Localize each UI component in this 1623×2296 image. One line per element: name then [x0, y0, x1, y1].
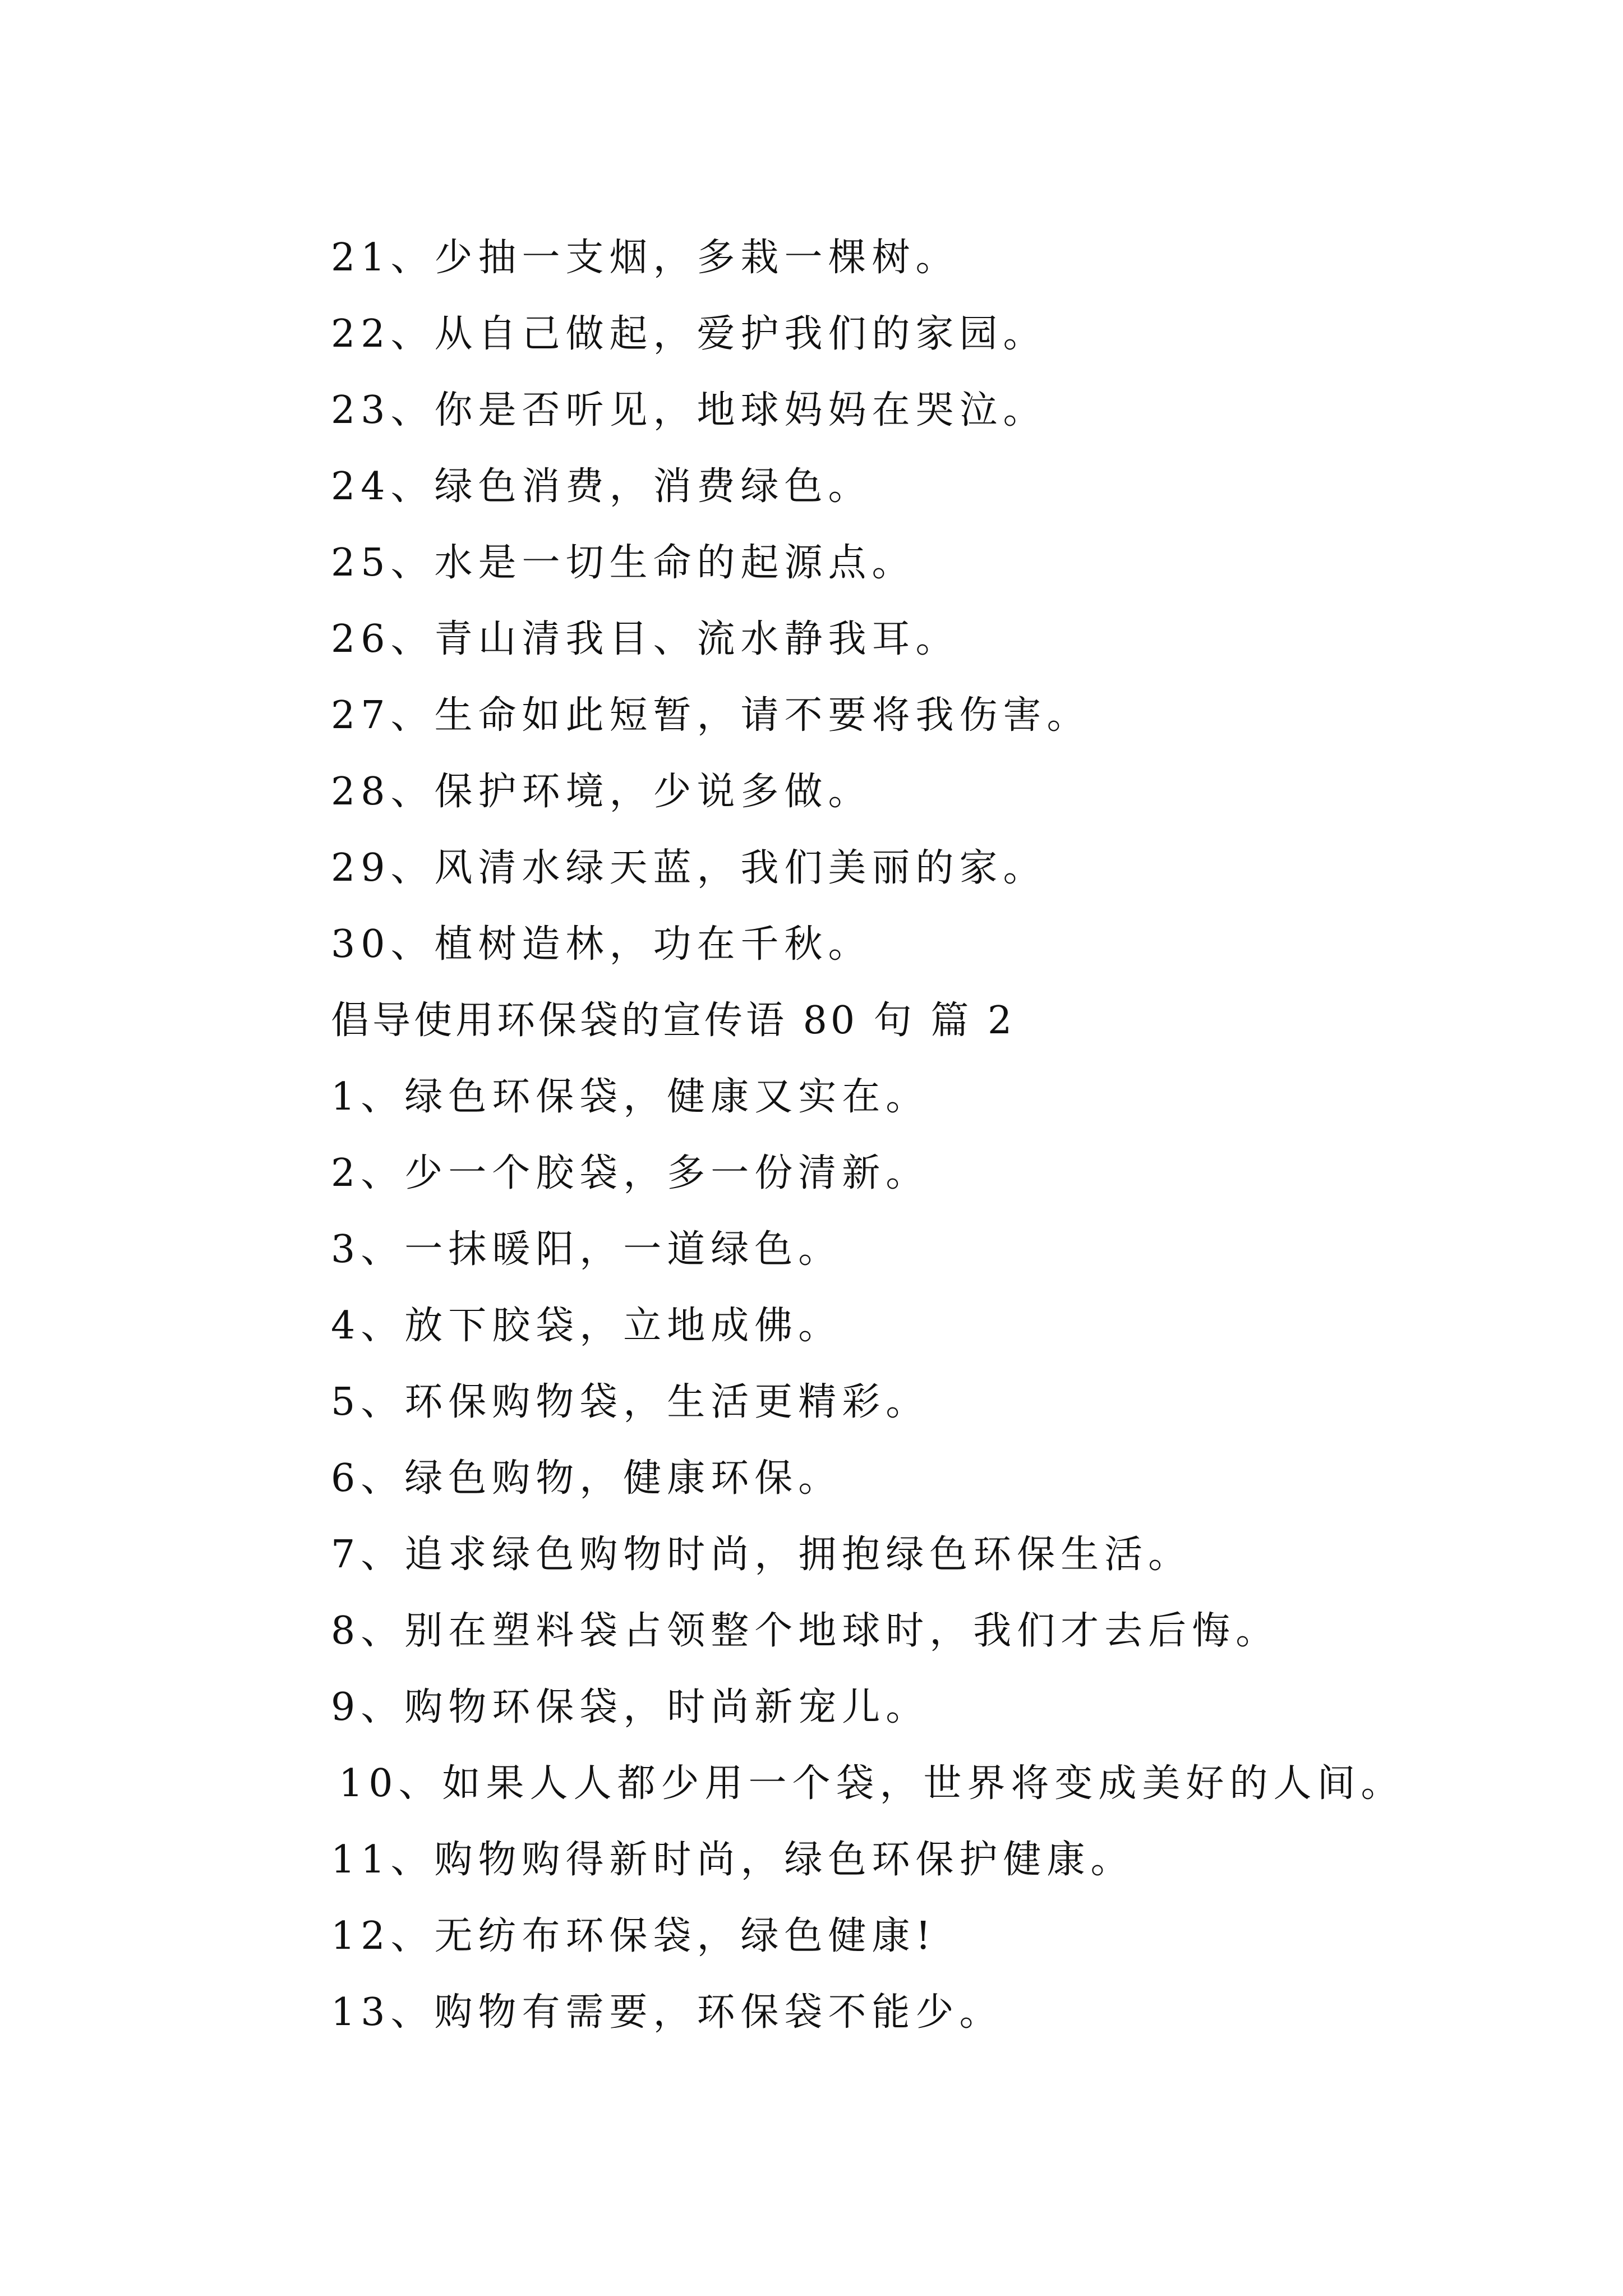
list-item: 27、生命如此短暂，请不要将我伤害。 [331, 693, 1091, 738]
list-item: 13、购物有需要，环保袋不能少。 [331, 1990, 1003, 2035]
list-item: 25、水是一切生命的起源点。 [331, 541, 916, 585]
list-item: 8、别在塑料袋占领整个地球时，我们才去后悔。 [331, 1609, 1280, 1653]
list-item: 29、风清水绿天蓝，我们美丽的家。 [331, 846, 1047, 890]
list-item: 22、从自己做起，爱护我们的家园。 [331, 312, 1047, 356]
list-item: 26、青山清我目、流水静我耳。 [331, 617, 960, 661]
list-item: 30、植树造林，功在千秋。 [331, 922, 872, 967]
list-item: 1、绿色环保袋，健康又实在。 [331, 1075, 930, 1119]
list-item: 5、环保购物袋，生活更精彩。 [331, 1380, 930, 1424]
list-item: 3、一抹暖阳，一道绿色。 [331, 1227, 842, 1272]
list-item: 24、绿色消费，消费绿色。 [331, 464, 872, 509]
section-heading: 倡导使用环保袋的宣传语 80 句 篇 2 [331, 999, 1016, 1043]
list-item: 10、如果人人都少用一个袋，世界将变成美好的人间。 [339, 1761, 1405, 1806]
list-item: 9、购物环保袋，时尚新宠儿。 [331, 1685, 930, 1729]
list-item: 12、无纺布环保袋，绿色健康! [331, 1914, 937, 1958]
document-body [331, 220, 1598, 2051]
list-item: 21、少抽一支烟，多栽一棵树。 [331, 236, 960, 280]
list-item: 2、少一个胶袋，多一份清新。 [331, 1151, 930, 1195]
list-item: 11、购物购得新时尚，绿色环保护健康。 [331, 1838, 1135, 1882]
list-item: 7、追求绿色购物时尚，拥抱绿色环保生活。 [331, 1533, 1192, 1577]
list-item: 6、绿色购物，健康环保。 [331, 1456, 842, 1501]
list-item: 4、放下胶袋，立地成佛。 [331, 1304, 842, 1348]
list-item: 23、你是否听见，地球妈妈在哭泣。 [331, 388, 1047, 432]
list-item: 28、保护环境，少说多做。 [331, 770, 872, 814]
